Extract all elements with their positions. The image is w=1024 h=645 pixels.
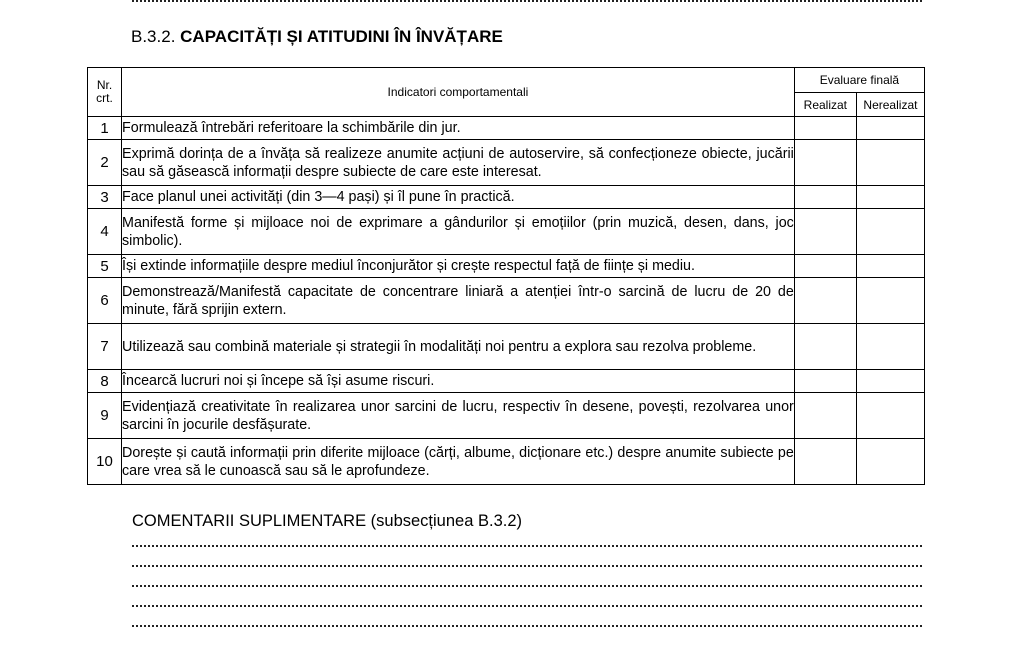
achieved-checkbox[interactable]: [794, 324, 856, 370]
achieved-checkbox[interactable]: [794, 209, 856, 255]
table-row: [88, 209, 925, 255]
not-achieved-checkbox[interactable]: [856, 186, 924, 209]
not-achieved-checkbox[interactable]: [856, 393, 924, 439]
header-evaluation: Evaluare finală: [794, 68, 924, 93]
table-row: [88, 370, 925, 393]
comments-title: COMENTARII SUPLIMENTARE (subsecțiunea B.3.2): [132, 512, 522, 530]
table-row: [88, 140, 925, 186]
header-not-achieved: Nerealizat: [856, 93, 924, 117]
achieved-checkbox[interactable]: [794, 117, 856, 140]
row-number: 9: [88, 393, 122, 439]
row-indicator: Formulează întrebări referitoare la schimbările din jur.: [122, 117, 795, 140]
row-number: 6: [88, 278, 122, 324]
row-indicator: Dorește și caută informații prin diferite mijloace (cărți, albume, dicționare etc.) despre anumite subiecte pe care vrea să le cunoască sau să le aprofundeze.: [122, 439, 795, 485]
achieved-checkbox[interactable]: [794, 255, 856, 278]
section-number: B.3.2.: [131, 27, 176, 46]
table-row: [88, 186, 925, 209]
row-indicator: Manifestă forme și mijloace noi de exprimare a gândurilor și emoțiilor (prin muzică, desen, dans, joc simbolic).: [122, 209, 795, 255]
achieved-checkbox[interactable]: [794, 370, 856, 393]
table-row: [88, 439, 925, 485]
row-indicator: Exprimă dorința de a învăța să realizeze anumite acțiuni de autoservire, să confecționeze obiecte, jucării sau să găsească informații despre subiecte de care este interesat.: [122, 140, 795, 186]
row-indicator: Face planul unei activități (din 3—4 pași) și îl pune în practică.: [122, 186, 795, 209]
table-row: [88, 324, 925, 370]
row-indicator: Încearcă lucruri noi și începe să își asume riscuri.: [122, 370, 795, 393]
row-indicator: Demonstrează/Manifestă capacitate de concentrare liniară a atenției într-o sarcină de lucru de 20 de minute, fără sprijin extern.: [122, 278, 795, 324]
not-achieved-checkbox[interactable]: [856, 439, 924, 485]
not-achieved-checkbox[interactable]: [856, 209, 924, 255]
achieved-checkbox[interactable]: [794, 439, 856, 485]
table-row: [88, 393, 925, 439]
achieved-checkbox[interactable]: [794, 393, 856, 439]
row-number: 7: [88, 324, 122, 370]
not-achieved-checkbox[interactable]: [856, 370, 924, 393]
row-indicator: Evidențiază creativitate în realizarea unor sarcini de lucru, respectiv în desene, povești, rezolvarea unor sarcini în jocurile desfășurate.: [122, 393, 795, 439]
row-indicator: Utilizează sau combină materiale și strategii în modalități noi pentru a explora sau rezolva probleme.: [122, 324, 795, 370]
section-title: [131, 27, 503, 47]
row-number: 2: [88, 140, 122, 186]
row-indicator: Își extinde informațiile despre mediul înconjurător și crește respectul față de ființe și mediu.: [122, 255, 795, 278]
achieved-checkbox[interactable]: [794, 278, 856, 324]
row-number: 3: [88, 186, 122, 209]
comment-line[interactable]: [132, 585, 922, 587]
comment-line[interactable]: [132, 545, 922, 547]
row-number: 10: [88, 439, 122, 485]
not-achieved-checkbox[interactable]: [856, 324, 924, 370]
table-row: [88, 255, 925, 278]
comment-line[interactable]: [132, 625, 922, 627]
not-achieved-checkbox[interactable]: [856, 278, 924, 324]
not-achieved-checkbox[interactable]: [856, 140, 924, 186]
top-dotted-line: [132, 0, 922, 2]
section-name: CAPACITĂȚI ȘI ATITUDINI ÎN ÎNVĂȚARE: [180, 27, 503, 46]
achieved-checkbox[interactable]: [794, 140, 856, 186]
comment-line[interactable]: [132, 605, 922, 607]
indicators-table: [87, 67, 925, 485]
header-indicator: Indicatori comportamentali: [122, 68, 795, 117]
not-achieved-checkbox[interactable]: [856, 255, 924, 278]
row-number: 1: [88, 117, 122, 140]
row-number: 4: [88, 209, 122, 255]
header-achieved: Realizat: [794, 93, 856, 117]
table-row: [88, 117, 925, 140]
achieved-checkbox[interactable]: [794, 186, 856, 209]
row-number: 8: [88, 370, 122, 393]
not-achieved-checkbox[interactable]: [856, 117, 924, 140]
comment-line[interactable]: [132, 565, 922, 567]
header-nr: Nr. crt.: [88, 68, 122, 117]
table-row: [88, 278, 925, 324]
row-number: 5: [88, 255, 122, 278]
